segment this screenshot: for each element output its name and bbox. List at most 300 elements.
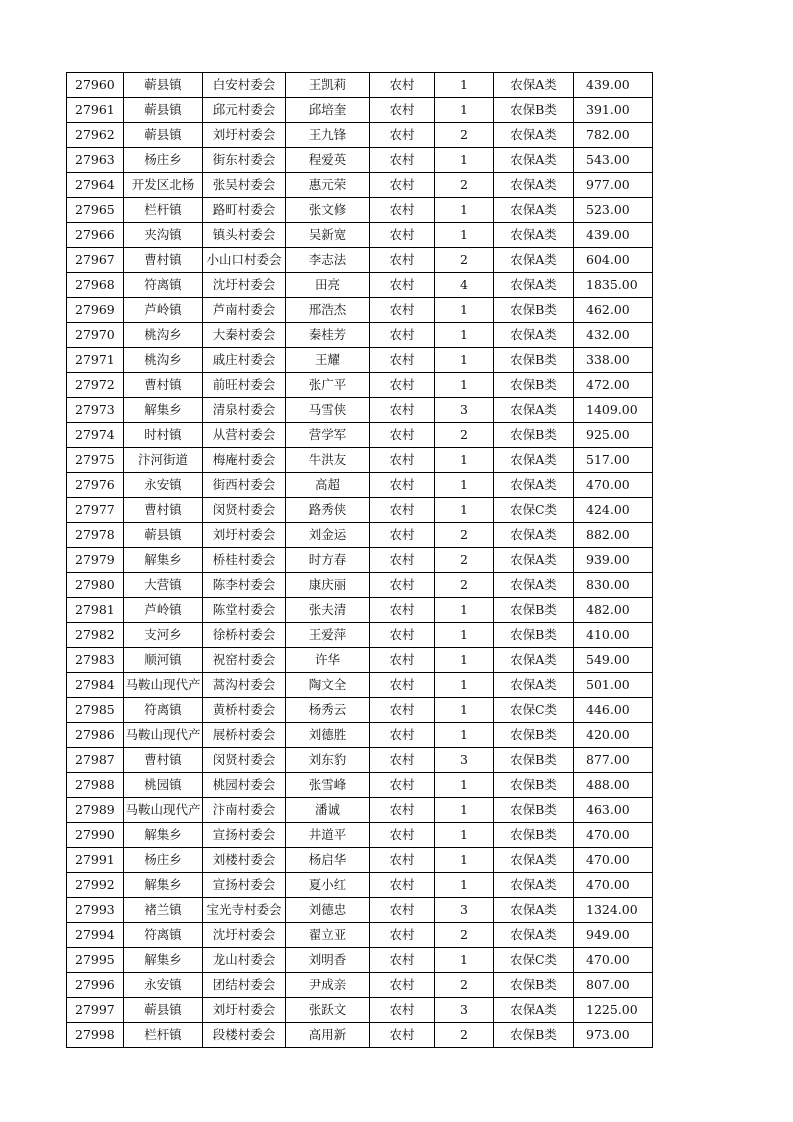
table-row [67,1023,653,1048]
amount-cell: 543.00 [574,148,653,173]
category-cell: 农保B类 [494,1023,574,1048]
amount-cell: 939.00 [574,548,653,573]
village-committee-cell: 闵贤村委会 [203,498,286,523]
township-cell: 蕲县镇 [124,123,203,148]
table-row [67,173,653,198]
area-type-cell: 农村 [370,498,435,523]
category-cell: 农保A类 [494,548,574,573]
area-type-cell: 农村 [370,398,435,423]
record-id-cell: 27968 [67,273,124,298]
household-count-cell: 1 [435,948,494,973]
household-count-cell: 1 [435,498,494,523]
table-row [67,148,653,173]
record-id-cell: 27984 [67,673,124,698]
township-cell: 桃沟乡 [124,348,203,373]
category-cell: 农保A类 [494,648,574,673]
household-count-cell: 2 [435,573,494,598]
record-id-cell: 27996 [67,973,124,998]
amount-cell: 470.00 [574,823,653,848]
name-cell: 康庆丽 [286,573,370,598]
township-cell: 栏杆镇 [124,198,203,223]
category-cell: 农保A类 [494,473,574,498]
category-cell: 农保B类 [494,623,574,648]
township-cell: 芦岭镇 [124,298,203,323]
amount-cell: 482.00 [574,598,653,623]
category-cell: 农保A类 [494,323,574,348]
amount-cell: 470.00 [574,873,653,898]
table-row [67,998,653,1023]
name-cell: 高用新 [286,1023,370,1048]
name-cell: 程爱英 [286,148,370,173]
area-type-cell: 农村 [370,773,435,798]
village-committee-cell: 路町村委会 [203,198,286,223]
village-committee-cell: 宣扬村委会 [203,823,286,848]
record-id-cell: 27962 [67,123,124,148]
table-row [67,798,653,823]
amount-cell: 420.00 [574,723,653,748]
area-type-cell: 农村 [370,748,435,773]
name-cell: 尹成亲 [286,973,370,998]
category-cell: 农保B类 [494,748,574,773]
village-committee-cell: 镇头村委会 [203,223,286,248]
area-type-cell: 农村 [370,673,435,698]
name-cell: 王九锋 [286,123,370,148]
amount-cell: 1409.00 [574,398,653,423]
village-committee-cell: 刘圩村委会 [203,523,286,548]
amount-cell: 338.00 [574,348,653,373]
category-cell: 农保A类 [494,673,574,698]
amount-cell: 470.00 [574,473,653,498]
village-committee-cell: 宝光寺村委会 [203,898,286,923]
name-cell: 邱培奎 [286,98,370,123]
village-committee-cell: 陈李村委会 [203,573,286,598]
name-cell: 邢浩杰 [286,298,370,323]
name-cell: 时方春 [286,548,370,573]
household-count-cell: 1 [435,148,494,173]
record-id-cell: 27972 [67,373,124,398]
township-cell: 曹村镇 [124,498,203,523]
record-id-cell: 27981 [67,598,124,623]
record-id-cell: 27985 [67,698,124,723]
amount-cell: 439.00 [574,73,653,98]
township-cell: 符离镇 [124,273,203,298]
area-type-cell: 农村 [370,573,435,598]
category-cell: 农保A类 [494,998,574,1023]
record-id-cell: 27987 [67,748,124,773]
household-count-cell: 3 [435,748,494,773]
area-type-cell: 农村 [370,548,435,573]
village-committee-cell: 黄桥村委会 [203,698,286,723]
township-cell: 大营镇 [124,573,203,598]
table-row [67,323,653,348]
township-cell: 杨庄乡 [124,848,203,873]
amount-cell: 882.00 [574,523,653,548]
household-count-cell: 1 [435,648,494,673]
table-row [67,848,653,873]
household-count-cell: 1 [435,473,494,498]
amount-cell: 462.00 [574,298,653,323]
area-type-cell: 农村 [370,998,435,1023]
township-cell: 夹沟镇 [124,223,203,248]
category-cell: 农保A类 [494,873,574,898]
category-cell: 农保A类 [494,123,574,148]
name-cell: 刘东豹 [286,748,370,773]
township-cell: 解集乡 [124,548,203,573]
area-type-cell: 农村 [370,223,435,248]
township-cell: 解集乡 [124,823,203,848]
area-type-cell: 农村 [370,848,435,873]
village-committee-cell: 白安村委会 [203,73,286,98]
name-cell: 马雪侠 [286,398,370,423]
area-type-cell: 农村 [370,73,435,98]
record-id-cell: 27967 [67,248,124,273]
record-id-cell: 27977 [67,498,124,523]
village-committee-cell: 桃园村委会 [203,773,286,798]
area-type-cell: 农村 [370,798,435,823]
record-id-cell: 27992 [67,873,124,898]
village-committee-cell: 从营村委会 [203,423,286,448]
township-cell: 开发区北杨 [124,173,203,198]
household-count-cell: 1 [435,848,494,873]
record-id-cell: 27975 [67,448,124,473]
township-cell: 永安镇 [124,973,203,998]
village-committee-cell: 展桥村委会 [203,723,286,748]
village-committee-cell: 陈堂村委会 [203,598,286,623]
category-cell: 农保B类 [494,423,574,448]
category-cell: 农保C类 [494,498,574,523]
category-cell: 农保B类 [494,98,574,123]
township-cell: 汴河街道 [124,448,203,473]
household-count-cell: 1 [435,673,494,698]
village-committee-cell: 街西村委会 [203,473,286,498]
amount-cell: 977.00 [574,173,653,198]
amount-cell: 523.00 [574,198,653,223]
household-count-cell: 2 [435,423,494,448]
category-cell: 农保B类 [494,598,574,623]
village-committee-cell: 张吴村委会 [203,173,286,198]
name-cell: 田亮 [286,273,370,298]
record-id-cell: 27997 [67,998,124,1023]
township-cell: 马鞍山现代产 [124,798,203,823]
name-cell: 刘德胜 [286,723,370,748]
household-count-cell: 2 [435,1023,494,1048]
village-committee-cell: 梅庵村委会 [203,448,286,473]
amount-cell: 410.00 [574,623,653,648]
amount-cell: 830.00 [574,573,653,598]
category-cell: 农保A类 [494,398,574,423]
name-cell: 张文修 [286,198,370,223]
village-committee-cell: 前旺村委会 [203,373,286,398]
household-count-cell: 1 [435,598,494,623]
table-row [67,773,653,798]
category-cell: 农保B类 [494,798,574,823]
record-id-cell: 27971 [67,348,124,373]
township-cell: 芦岭镇 [124,598,203,623]
table-row [67,248,653,273]
table-row [67,198,653,223]
category-cell: 农保A类 [494,248,574,273]
village-committee-cell: 街东村委会 [203,148,286,173]
household-count-cell: 1 [435,348,494,373]
village-committee-cell: 刘圩村委会 [203,123,286,148]
area-type-cell: 农村 [370,323,435,348]
area-type-cell: 农村 [370,298,435,323]
township-cell: 栏杆镇 [124,1023,203,1048]
record-id-cell: 27991 [67,848,124,873]
table-row [67,873,653,898]
amount-cell: 488.00 [574,773,653,798]
township-cell: 永安镇 [124,473,203,498]
village-committee-cell: 清泉村委会 [203,398,286,423]
amount-cell: 549.00 [574,648,653,673]
village-committee-cell: 汴南村委会 [203,798,286,823]
category-cell: 农保B类 [494,373,574,398]
area-type-cell: 农村 [370,373,435,398]
area-type-cell: 农村 [370,948,435,973]
household-count-cell: 2 [435,548,494,573]
area-type-cell: 农村 [370,873,435,898]
record-id-cell: 27988 [67,773,124,798]
township-cell: 符离镇 [124,923,203,948]
data-table [66,72,653,1048]
area-type-cell: 农村 [370,648,435,673]
name-cell: 杨秀云 [286,698,370,723]
village-committee-cell: 芦南村委会 [203,298,286,323]
township-cell: 曹村镇 [124,248,203,273]
household-count-cell: 1 [435,323,494,348]
township-cell: 马鞍山现代产 [124,723,203,748]
household-count-cell: 2 [435,173,494,198]
record-id-cell: 27994 [67,923,124,948]
area-type-cell: 农村 [370,148,435,173]
name-cell: 牛洪友 [286,448,370,473]
table-row [67,423,653,448]
area-type-cell: 农村 [370,198,435,223]
village-committee-cell: 祝窑村委会 [203,648,286,673]
table-row [67,548,653,573]
table-row [67,473,653,498]
household-count-cell: 1 [435,798,494,823]
township-cell: 解集乡 [124,873,203,898]
table-row [67,348,653,373]
table-row [67,98,653,123]
name-cell: 王凯莉 [286,73,370,98]
record-id-cell: 27978 [67,523,124,548]
area-type-cell: 农村 [370,423,435,448]
name-cell: 井道平 [286,823,370,848]
table-row [67,648,653,673]
township-cell: 支河乡 [124,623,203,648]
area-type-cell: 农村 [370,473,435,498]
township-cell: 曹村镇 [124,748,203,773]
township-cell: 蕲县镇 [124,73,203,98]
record-id-cell: 27965 [67,198,124,223]
household-count-cell: 1 [435,298,494,323]
record-id-cell: 27979 [67,548,124,573]
area-type-cell: 农村 [370,623,435,648]
name-cell: 翟立亚 [286,923,370,948]
record-id-cell: 27989 [67,798,124,823]
name-cell: 秦桂芳 [286,323,370,348]
name-cell: 许华 [286,648,370,673]
name-cell: 刘德忠 [286,898,370,923]
table-row [67,223,653,248]
name-cell: 王耀 [286,348,370,373]
table-row [67,598,653,623]
table-row [67,73,653,98]
household-count-cell: 4 [435,273,494,298]
household-count-cell: 1 [435,773,494,798]
table-row [67,623,653,648]
household-count-cell: 3 [435,998,494,1023]
category-cell: 农保C类 [494,698,574,723]
amount-cell: 925.00 [574,423,653,448]
area-type-cell: 农村 [370,698,435,723]
table-row [67,573,653,598]
table-row [67,698,653,723]
record-id-cell: 27963 [67,148,124,173]
name-cell: 刘金运 [286,523,370,548]
category-cell: 农保A类 [494,223,574,248]
table-row [67,398,653,423]
amount-cell: 439.00 [574,223,653,248]
name-cell: 李志法 [286,248,370,273]
area-type-cell: 农村 [370,348,435,373]
table-row [67,923,653,948]
township-cell: 蕲县镇 [124,523,203,548]
table-row [67,723,653,748]
village-committee-cell: 宣扬村委会 [203,873,286,898]
record-id-cell: 27960 [67,73,124,98]
village-committee-cell: 段楼村委会 [203,1023,286,1048]
category-cell: 农保A类 [494,73,574,98]
table-row [67,373,653,398]
category-cell: 农保A类 [494,198,574,223]
household-count-cell: 1 [435,73,494,98]
household-count-cell: 1 [435,198,494,223]
record-id-cell: 27993 [67,898,124,923]
area-type-cell: 农村 [370,973,435,998]
area-type-cell: 农村 [370,248,435,273]
household-count-cell: 1 [435,823,494,848]
category-cell: 农保A类 [494,173,574,198]
record-id-cell: 27986 [67,723,124,748]
amount-cell: 391.00 [574,98,653,123]
amount-cell: 432.00 [574,323,653,348]
record-id-cell: 27974 [67,423,124,448]
table-row [67,673,653,698]
name-cell: 吴新宽 [286,223,370,248]
amount-cell: 463.00 [574,798,653,823]
amount-cell: 1225.00 [574,998,653,1023]
household-count-cell: 1 [435,373,494,398]
amount-cell: 470.00 [574,848,653,873]
area-type-cell: 农村 [370,98,435,123]
household-count-cell: 3 [435,898,494,923]
township-cell: 褚兰镇 [124,898,203,923]
name-cell: 张雪峰 [286,773,370,798]
amount-cell: 446.00 [574,698,653,723]
area-type-cell: 农村 [370,173,435,198]
record-id-cell: 27976 [67,473,124,498]
amount-cell: 949.00 [574,923,653,948]
category-cell: 农保A类 [494,273,574,298]
name-cell: 王爱萍 [286,623,370,648]
table-row [67,448,653,473]
table-row [67,498,653,523]
household-count-cell: 1 [435,723,494,748]
name-cell: 张夫清 [286,598,370,623]
village-committee-cell: 闵贤村委会 [203,748,286,773]
name-cell: 刘明香 [286,948,370,973]
amount-cell: 472.00 [574,373,653,398]
category-cell: 农保A类 [494,148,574,173]
household-count-cell: 3 [435,398,494,423]
village-committee-cell: 龙山村委会 [203,948,286,973]
household-count-cell: 1 [435,698,494,723]
area-type-cell: 农村 [370,448,435,473]
name-cell: 高超 [286,473,370,498]
village-committee-cell: 小山口村委会 [203,248,286,273]
name-cell: 惠元荣 [286,173,370,198]
category-cell: 农保A类 [494,448,574,473]
amount-cell: 517.00 [574,448,653,473]
record-id-cell: 27969 [67,298,124,323]
area-type-cell: 农村 [370,1023,435,1048]
amount-cell: 1324.00 [574,898,653,923]
record-id-cell: 27990 [67,823,124,848]
township-cell: 时村镇 [124,423,203,448]
township-cell: 蕲县镇 [124,98,203,123]
table-row [67,298,653,323]
record-id-cell: 27973 [67,398,124,423]
amount-cell: 604.00 [574,248,653,273]
amount-cell: 1835.00 [574,273,653,298]
amount-cell: 501.00 [574,673,653,698]
name-cell: 路秀侠 [286,498,370,523]
village-committee-cell: 桥桂村委会 [203,548,286,573]
record-id-cell: 27982 [67,623,124,648]
household-count-cell: 2 [435,248,494,273]
name-cell: 陶文全 [286,673,370,698]
household-count-cell: 1 [435,223,494,248]
category-cell: 农保B类 [494,348,574,373]
category-cell: 农保A类 [494,898,574,923]
category-cell: 农保B类 [494,773,574,798]
village-committee-cell: 戚庄村委会 [203,348,286,373]
category-cell: 农保C类 [494,948,574,973]
village-committee-cell: 徐桥村委会 [203,623,286,648]
amount-cell: 782.00 [574,123,653,148]
name-cell: 杨启华 [286,848,370,873]
area-type-cell: 农村 [370,598,435,623]
township-cell: 蕲县镇 [124,998,203,1023]
category-cell: 农保A类 [494,848,574,873]
township-cell: 解集乡 [124,948,203,973]
category-cell: 农保B类 [494,298,574,323]
village-committee-cell: 邱元村委会 [203,98,286,123]
amount-cell: 424.00 [574,498,653,523]
table-row [67,748,653,773]
village-committee-cell: 沈圩村委会 [203,273,286,298]
category-cell: 农保A类 [494,923,574,948]
township-cell: 顺河镇 [124,648,203,673]
village-committee-cell: 刘楼村委会 [203,848,286,873]
village-committee-cell: 蒿沟村委会 [203,673,286,698]
township-cell: 曹村镇 [124,373,203,398]
township-cell: 桃沟乡 [124,323,203,348]
household-count-cell: 1 [435,623,494,648]
